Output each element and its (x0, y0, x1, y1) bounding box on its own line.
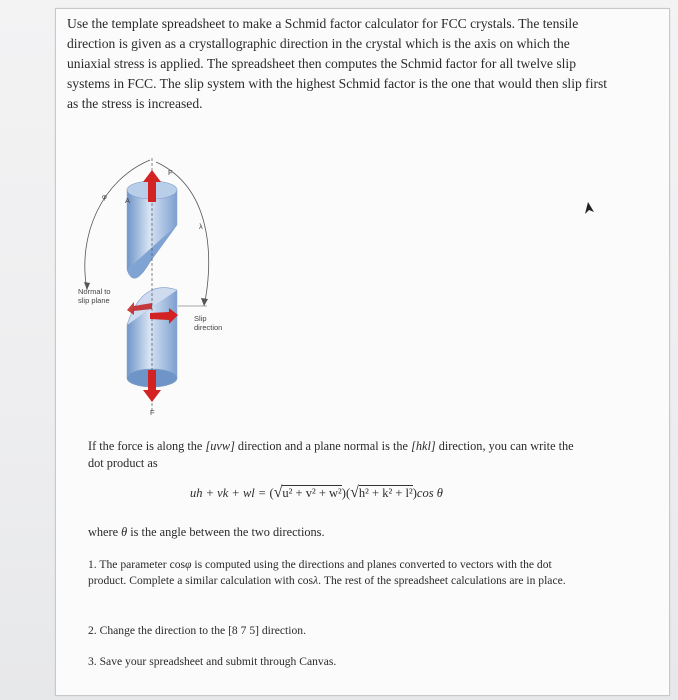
item3-text: Save your spreadsheet and submit through Canvas. (99, 655, 337, 668)
item2-text: Change the direction to the [8 7 5] direction. (99, 624, 306, 637)
p1-text-b: direction and a plane normal is the (234, 439, 412, 453)
dot-product-paragraph (88, 438, 588, 472)
p1-direction: [uvw] (205, 439, 235, 453)
list-item-number: 1. (88, 558, 97, 571)
force-label-top: F (168, 168, 173, 177)
p1-text-c: direction, you can write the dot product as (88, 439, 574, 470)
slip-direction-label: Slip direction (194, 314, 223, 332)
list-item-number: 3. (88, 655, 97, 668)
where-theta: θ (121, 525, 128, 539)
p1-text-a: If the force is along the (88, 439, 206, 453)
eq-left: uh + vk + wl = (190, 486, 270, 500)
item1-text-a: The parameter cos (99, 558, 186, 571)
where-sentence (88, 525, 325, 540)
force-label-bottom: F (150, 408, 155, 417)
list-item (88, 557, 578, 590)
area-label: A (125, 196, 131, 205)
phi-label: φ (102, 192, 107, 201)
lambda-label: λ (199, 222, 203, 231)
mouse-cursor-icon (582, 202, 594, 214)
dot-product-equation: uh + vk + wl = (√u² + v² + w²)(√h² + k² + l²)cos θ (190, 484, 443, 501)
eq-cos: cos θ (416, 486, 443, 500)
normal-label: Normal to slip plane (78, 287, 111, 305)
where-text-a: where (88, 525, 122, 539)
list-item (88, 623, 578, 639)
p1-plane: [hkl] (411, 439, 436, 453)
where-text-b: is the angle between the two directions. (127, 525, 325, 539)
eq-root-1: u² + v² + w² (282, 486, 342, 500)
item1-phi: φ (185, 558, 192, 571)
eq-root-2: h² + k² + l² (358, 486, 413, 500)
item1-text-c: . The rest of the spreadsheet calculations are in place. (318, 574, 566, 588)
intro-paragraph: Use the template spreadsheet to make a Schmid factor calculator for FCC crystals. The tensile direction is given as a crystallographic direction in the crystal which is the axis on which the uniaxial stress is applied. The spreadsheet then computes the Schmid factor for all twelve slip systems in FCC. The slip system with the highest Schmid factor is the one that would then slip first as the stress is increased. (67, 16, 608, 112)
list-item (88, 654, 578, 670)
item1-lambda: λ (313, 574, 319, 588)
schmid-figure (72, 150, 242, 425)
item1-text-b: is computed using the directions and planes converted to vectors with the dot product. Complete a similar calculation with cos (88, 558, 552, 588)
list-item-number: 2. (88, 624, 97, 637)
